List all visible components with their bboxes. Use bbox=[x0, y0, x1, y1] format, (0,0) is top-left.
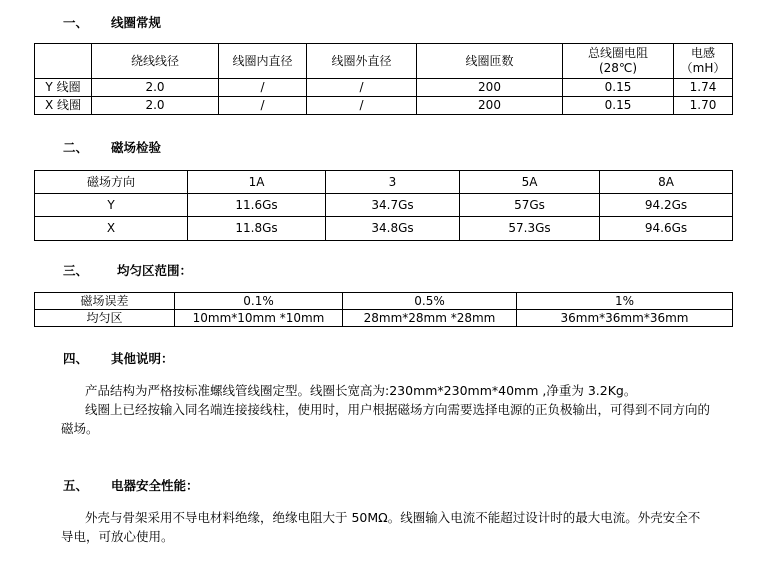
row-label-x-coil: X 线圈 bbox=[35, 97, 92, 115]
table-cell: 0.15 bbox=[563, 97, 674, 115]
table-row bbox=[35, 217, 733, 241]
section-5-heading bbox=[63, 476, 199, 494]
header-current-8a: 8A bbox=[600, 171, 733, 194]
section-4-number: 四、 bbox=[63, 351, 89, 366]
section-3-number: 三、 bbox=[63, 263, 89, 278]
section-2-title: 磁场检验 bbox=[111, 140, 162, 155]
coil-spec-table bbox=[34, 43, 733, 115]
header-current-1a: 1A bbox=[188, 171, 326, 194]
magnetic-field-table bbox=[34, 170, 733, 241]
table-cell: 0.1% bbox=[175, 293, 343, 310]
section-3-heading bbox=[63, 261, 192, 279]
table-cell: 2.0 bbox=[92, 97, 219, 115]
table-cell: 2.0 bbox=[92, 79, 219, 97]
section-1-heading bbox=[63, 13, 161, 31]
table-row bbox=[35, 310, 733, 327]
section-4-heading bbox=[63, 349, 174, 367]
table-cell: 200 bbox=[417, 79, 563, 97]
table-row bbox=[35, 293, 733, 310]
table-cell: 94.2Gs bbox=[600, 194, 733, 217]
table-cell: 28mm*28mm *28mm bbox=[343, 310, 517, 327]
header-outer-diameter: 线圈外直径 bbox=[307, 44, 417, 79]
section-5-title: 电器安全性能： bbox=[111, 478, 199, 493]
row-label-uniform-region: 均匀区 bbox=[35, 310, 175, 327]
notes-paragraph-2: 线圈上已经按输入同名端连接接线柱，使用时，用户根据磁场方向需要选择电源的正负极输出，可得到不同方向的磁场。 bbox=[61, 402, 711, 436]
header-turns: 线圈匝数 bbox=[417, 44, 563, 79]
table-cell: 11.8Gs bbox=[188, 217, 326, 241]
table-cell: 1.74 bbox=[674, 79, 733, 97]
table-cell: 57.3Gs bbox=[460, 217, 600, 241]
table-cell: 1.70 bbox=[674, 97, 733, 115]
section-5-number: 五、 bbox=[63, 478, 89, 493]
row-label-y: Y bbox=[35, 194, 188, 217]
table-cell: 10mm*10mm *10mm bbox=[175, 310, 343, 327]
table-cell: / bbox=[219, 97, 307, 115]
table-cell: 94.6Gs bbox=[600, 217, 733, 241]
notes-paragraph-1: 产品结构为严格按标准螺线管线圈定型。线圈长宽高为:230mm*230mm*40mm ,净重为 3.2Kg。 bbox=[85, 383, 637, 398]
table-cell: / bbox=[307, 97, 417, 115]
table-cell: 0.5% bbox=[343, 293, 517, 310]
header-inductance: 电感（mH） bbox=[674, 44, 733, 79]
header-current-5a: 5A bbox=[460, 171, 600, 194]
header-inner-diameter: 线圈内直径 bbox=[219, 44, 307, 79]
section-1-number: 一、 bbox=[63, 15, 89, 30]
header-total-resistance-temp: (28℃) bbox=[598, 61, 638, 75]
table-cell: 1% bbox=[517, 293, 733, 310]
header-current-3: 3 bbox=[326, 171, 460, 194]
section-2-heading bbox=[63, 138, 161, 156]
table-cell: 0.15 bbox=[563, 79, 674, 97]
header-field-direction: 磁场方向 bbox=[35, 171, 188, 194]
header-wire-diameter: 绕线线径 bbox=[92, 44, 219, 79]
table-row bbox=[35, 194, 733, 217]
section-4-title: 其他说明： bbox=[111, 351, 174, 366]
coil-spec-header-row bbox=[35, 44, 733, 79]
table-cell: 11.6Gs bbox=[188, 194, 326, 217]
header-total-resistance bbox=[563, 44, 674, 79]
header-total-resistance-label: 总线圈电阻 bbox=[587, 46, 648, 60]
table-row bbox=[35, 97, 733, 115]
table-cell: 200 bbox=[417, 97, 563, 115]
notes-paragraphs bbox=[61, 381, 711, 438]
section-3-title: 均匀区范围： bbox=[117, 263, 193, 278]
table-row bbox=[35, 79, 733, 97]
table-cell: 36mm*36mm*36mm bbox=[517, 310, 733, 327]
section-1-title: 线圈常规 bbox=[111, 15, 162, 30]
magnetic-field-header-row bbox=[35, 171, 733, 194]
table-cell: 57Gs bbox=[460, 194, 600, 217]
row-label-field-error: 磁场误差 bbox=[35, 293, 175, 310]
row-label-x: X bbox=[35, 217, 188, 241]
row-label-y-coil: Y 线圈 bbox=[35, 79, 92, 97]
table-cell: 34.8Gs bbox=[326, 217, 460, 241]
safety-paragraph-1: 外壳与骨架采用不导电材料绝缘，绝缘电阻大于 50MΩ。线圈输入电流不能超过设计时的最大电流。外壳安全不导电，可放心使用。 bbox=[61, 510, 701, 544]
uniform-region-table bbox=[34, 292, 733, 327]
table-cell: 34.7Gs bbox=[326, 194, 460, 217]
section-2-number: 二、 bbox=[63, 140, 89, 155]
table-cell: / bbox=[307, 79, 417, 97]
safety-paragraphs bbox=[61, 508, 711, 546]
header-cell-empty bbox=[35, 44, 92, 79]
table-cell: / bbox=[219, 79, 307, 97]
